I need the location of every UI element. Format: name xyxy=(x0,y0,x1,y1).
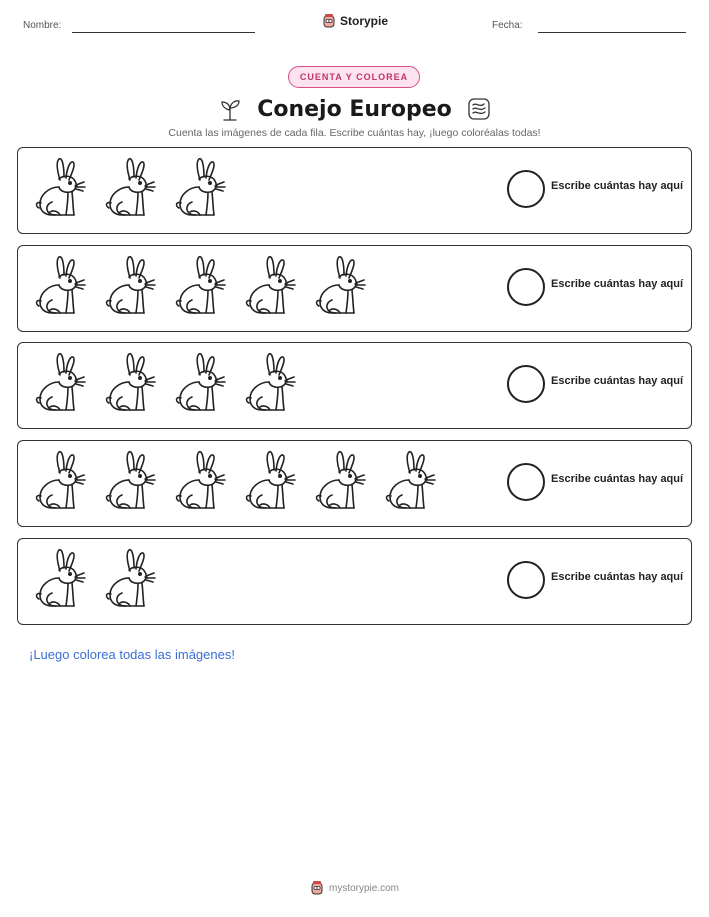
title-row xyxy=(0,92,709,126)
rabbit-group xyxy=(30,449,440,519)
counting-row xyxy=(17,538,692,625)
counting-row xyxy=(17,245,692,332)
rabbit-icon xyxy=(30,449,90,513)
name-label: Nombre: xyxy=(23,20,62,31)
counting-row xyxy=(17,147,692,234)
storypie-logo-icon xyxy=(310,880,324,896)
answer-circle[interactable] xyxy=(507,561,545,599)
rabbit-icon xyxy=(100,156,160,220)
date-label: Fecha: xyxy=(492,20,523,31)
footer-url: mystorypie.com xyxy=(328,882,399,894)
rabbit-icon xyxy=(380,449,440,513)
rabbit-group xyxy=(30,547,160,617)
instructions: Cuenta las imágenes de cada fila. Escribe cuántas hay, ¡luego coloréalas todas! xyxy=(168,127,541,139)
answer-label: Escribe cuántas hay aquí xyxy=(551,278,684,290)
footer-note: ¡Luego colorea todas las imágenes! xyxy=(29,647,235,662)
rabbit-icon xyxy=(100,547,160,611)
rabbit-group xyxy=(30,254,370,324)
answer-circle[interactable] xyxy=(507,170,545,208)
activity-badge: CUENTA Y COLOREA xyxy=(288,66,420,88)
answer-circle[interactable] xyxy=(507,268,545,306)
page-title: Conejo Europeo xyxy=(257,96,452,122)
answer-circle[interactable] xyxy=(507,463,545,501)
rabbit-icon xyxy=(310,254,370,318)
rabbit-icon xyxy=(170,449,230,513)
sprout-icon xyxy=(217,96,243,122)
rabbit-icon xyxy=(170,156,230,220)
rabbit-icon xyxy=(310,449,370,513)
rabbit-icon xyxy=(240,254,300,318)
rabbit-icon xyxy=(170,254,230,318)
scribble-icon xyxy=(466,96,492,122)
rabbit-icon xyxy=(30,254,90,318)
footer-brand xyxy=(0,880,709,896)
answer-label: Escribe cuántas hay aquí xyxy=(551,473,684,485)
brand-logo xyxy=(322,13,388,29)
header xyxy=(0,0,709,50)
rabbit-group xyxy=(30,156,230,226)
answer-label: Escribe cuántas hay aquí xyxy=(551,180,684,192)
rabbit-icon xyxy=(30,547,90,611)
rabbit-group xyxy=(30,351,300,421)
rabbit-icon xyxy=(170,351,230,415)
brand-name: Storypie xyxy=(340,14,389,28)
rabbit-icon xyxy=(240,351,300,415)
storypie-logo-icon xyxy=(322,13,336,29)
rabbit-icon xyxy=(30,351,90,415)
answer-circle[interactable] xyxy=(507,365,545,403)
answer-label: Escribe cuántas hay aquí xyxy=(551,571,684,583)
rabbit-icon xyxy=(100,351,160,415)
rabbit-icon xyxy=(240,449,300,513)
rabbit-icon xyxy=(100,449,160,513)
rabbit-icon xyxy=(100,254,160,318)
counting-row xyxy=(17,342,692,429)
name-field[interactable] xyxy=(72,32,255,33)
rabbit-icon xyxy=(30,156,90,220)
date-field[interactable] xyxy=(538,32,686,33)
counting-row xyxy=(17,440,692,527)
answer-label: Escribe cuántas hay aquí xyxy=(551,375,684,387)
